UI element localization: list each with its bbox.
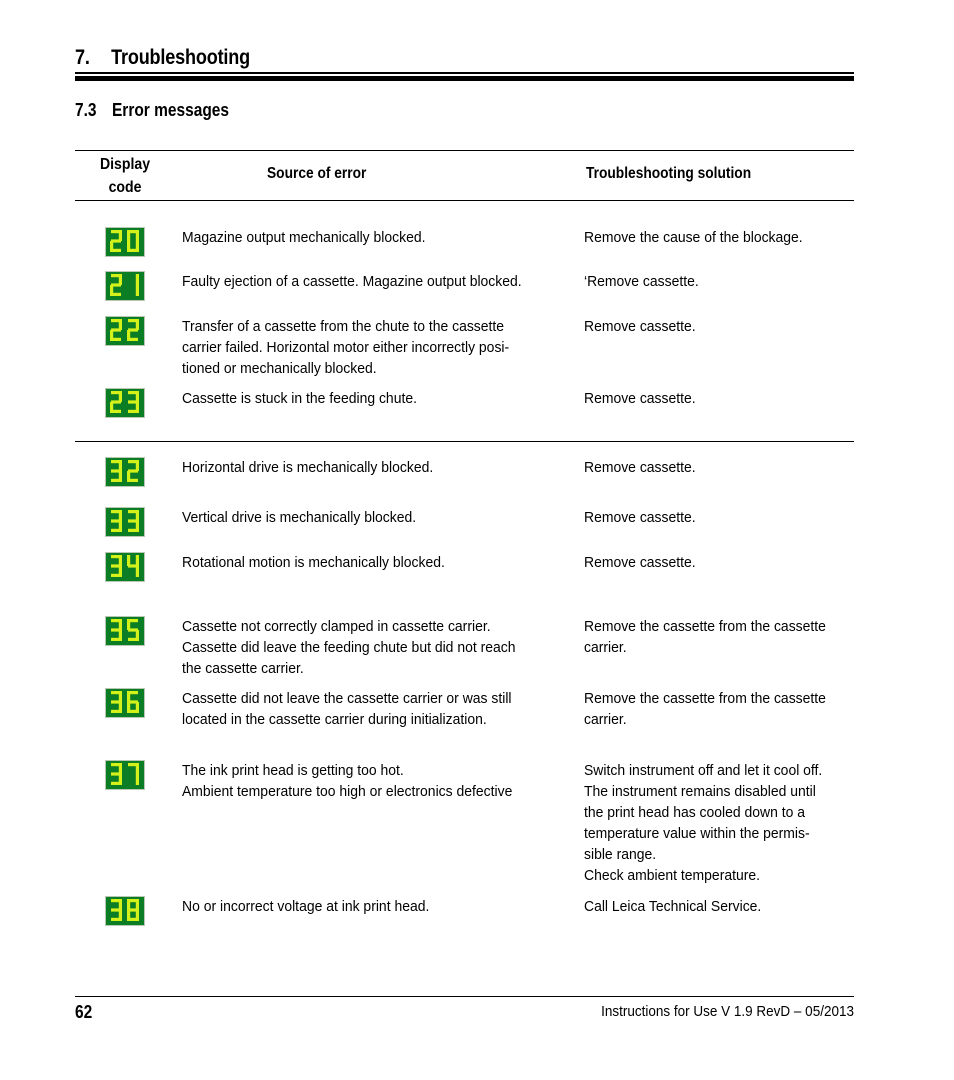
error-source-line: Cassette did leave the feeding chute but did not reach	[182, 639, 516, 656]
solution-line: Remove the cassette from the cassette	[584, 690, 826, 707]
error-source-line: Magazine output mechanically blocked.	[182, 229, 426, 246]
error-source-cell	[182, 552, 577, 573]
display-code-badge	[105, 896, 145, 926]
group-divider-rule	[75, 441, 854, 442]
header-display-code	[75, 153, 175, 199]
solution-cell	[584, 388, 859, 409]
section-heading	[75, 100, 254, 121]
error-source-cell	[182, 507, 577, 528]
error-source-cell	[182, 457, 577, 478]
display-code-badge	[105, 227, 145, 257]
header-display-code-line1: Display	[99, 156, 151, 173]
solution-line: Remove cassette.	[584, 509, 696, 526]
error-source-line: Ambient temperature too high or electronics defective	[182, 783, 513, 800]
display-code-badge	[105, 760, 145, 790]
chapter-heading	[75, 46, 278, 70]
solution-cell	[584, 552, 859, 573]
solution-cell	[584, 760, 859, 886]
error-source-line: Cassette not correctly clamped in cassette carrier.	[182, 618, 491, 635]
chapter-title: Troubleshooting	[111, 46, 250, 69]
error-source-cell	[182, 688, 577, 730]
display-code-badge	[105, 616, 145, 646]
header-solution	[586, 162, 778, 185]
error-source-cell	[182, 227, 577, 248]
solution-line: carrier.	[584, 639, 627, 656]
solution-line: Remove cassette.	[584, 318, 696, 335]
document-version	[573, 1003, 854, 1020]
error-source-cell	[182, 388, 577, 409]
solution-line: Remove cassette.	[584, 459, 696, 476]
error-source-line: Cassette did not leave the cassette carrier or was still	[182, 690, 512, 707]
solution-line: carrier.	[584, 711, 627, 728]
error-source-line: located in the cassette carrier during initialization.	[182, 711, 487, 728]
error-source-line: tioned or mechanically blocked.	[182, 360, 377, 377]
display-code-badge	[105, 271, 145, 301]
error-source-cell	[182, 896, 577, 917]
solution-line: Call Leica Technical Service.	[584, 898, 762, 915]
error-source-line: the cassette carrier.	[182, 660, 304, 677]
header-source	[267, 162, 383, 185]
header-bottom-rule	[75, 200, 854, 201]
error-source-line: carrier failed. Horizontal motor either incorrectly posi-	[182, 339, 510, 356]
error-source-line: Transfer of a cassette from the chute to the cassette	[182, 318, 505, 335]
solution-line: Remove the cause of the blockage.	[584, 229, 803, 246]
error-source-cell	[182, 271, 577, 292]
chapter-number: 7.	[75, 46, 90, 69]
solution-line: The instrument remains disabled until	[584, 783, 816, 800]
page-number	[75, 1002, 95, 1023]
solution-cell	[584, 227, 859, 248]
solution-line: Remove cassette.	[584, 390, 696, 407]
error-source-line: Vertical drive is mechanically blocked.	[182, 509, 417, 526]
solution-line: Check ambient temperature.	[584, 867, 761, 884]
solution-cell	[584, 896, 859, 917]
chapter-rule-thick	[75, 76, 854, 81]
display-code-badge	[105, 688, 145, 718]
solution-line: Remove the cassette from the cassette	[584, 618, 826, 635]
solution-line: the print head has cooled down to a	[584, 804, 806, 821]
error-source-cell	[182, 616, 577, 679]
solution-line: temperature value within the permis-	[584, 825, 810, 842]
solution-cell	[584, 616, 859, 658]
error-source-line: Rotational motion is mechanically blocked.	[182, 554, 445, 571]
error-source-cell	[182, 316, 577, 379]
solution-line: sible range.	[584, 846, 657, 863]
section-number: 7.3	[75, 100, 97, 120]
solution-line: ‘Remove cassette.	[584, 273, 699, 290]
solution-cell	[584, 688, 859, 730]
solution-line: Remove cassette.	[584, 554, 696, 571]
table-top-rule	[75, 150, 854, 151]
display-code-badge	[105, 316, 145, 346]
solution-cell	[584, 507, 859, 528]
solution-cell	[584, 271, 859, 292]
solution-line: Switch instrument off and let it cool off.	[584, 762, 823, 779]
solution-cell	[584, 457, 859, 478]
page-number-text: 62	[75, 1002, 93, 1022]
error-source-cell	[182, 760, 577, 802]
error-source-line: The ink print head is getting too hot.	[182, 762, 404, 779]
error-source-line: Horizontal drive is mechanically blocked.	[182, 459, 434, 476]
solution-cell	[584, 316, 859, 337]
header-display-code-line2: code	[108, 179, 142, 196]
footer-rule	[75, 996, 854, 997]
chapter-rule-thin	[75, 72, 854, 74]
display-code-badge	[105, 388, 145, 418]
error-source-line: Cassette is stuck in the feeding chute.	[182, 390, 417, 407]
display-code-badge	[105, 552, 145, 582]
error-source-line: Faulty ejection of a cassette. Magazine output blocked.	[182, 273, 522, 290]
display-code-badge	[105, 457, 145, 487]
header-solution-text: Troubleshooting solution	[586, 165, 752, 182]
error-source-line: No or incorrect voltage at ink print head.	[182, 898, 430, 915]
document-version-text: Instructions for Use V 1.9 RevD – 05/2013	[601, 1003, 854, 1020]
header-source-text: Source of error	[267, 165, 367, 182]
display-code-badge	[105, 507, 145, 537]
section-title: Error messages	[111, 100, 230, 120]
